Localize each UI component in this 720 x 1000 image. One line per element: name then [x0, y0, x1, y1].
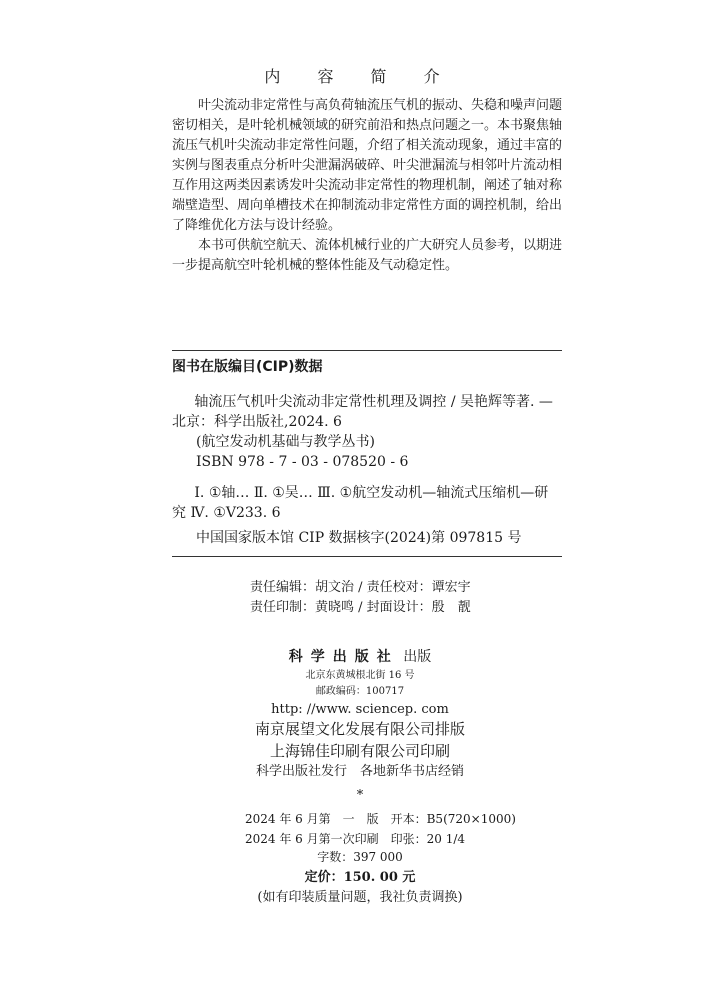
- printer-line: 上海锦佳印刷有限公司印刷: [269, 742, 450, 760]
- cip-isbn: ISBN 978 - 7 - 03 - 078520 - 6: [196, 454, 409, 470]
- cip-title-line: 轴流压气机叶尖流动非定常性机理及调控 / 吴艳辉等著. —北京：科学出版社,2024. 6: [172, 394, 553, 430]
- typesetter-line: 南京展望文化发展有限公司排版: [254, 720, 465, 738]
- cip-heading: 图书在版编目(CIP)数据: [172, 359, 323, 375]
- cip-bottom-rule: [172, 556, 562, 557]
- printing-line: 2024 年 6 月第一次印刷 印张：20 1/4: [245, 832, 466, 846]
- publisher-postcode: 邮政编码：100717: [315, 686, 405, 697]
- cip-classification: Ⅰ. ①轴… Ⅱ. ①吴… Ⅲ. ①航空发动机—轴流式压缩机—研究 Ⅳ. ①V233. 6: [172, 485, 549, 521]
- publisher-logo-name: 科学出版社: [288, 649, 399, 665]
- edition-line: 2024 年 6 月第 一 版 开本：B5(720×1000): [245, 812, 516, 826]
- publisher-line: [0, 646, 720, 666]
- publisher-website: http: //www. sciencep. com: [271, 702, 449, 717]
- separator-star: *: [356, 788, 364, 803]
- cip-top-rule: [172, 350, 562, 351]
- publisher-suffix: 出版: [403, 649, 432, 665]
- quality-notice: (如有印装质量问题，我社负责调换): [257, 890, 463, 905]
- cip-series: (航空发动机基础与教学丛书): [196, 434, 375, 450]
- price: 定价：150. 00 元: [304, 870, 416, 885]
- credits-production: 责任印制：黄晓鸣 / 封面设计：殷 靓: [250, 600, 471, 615]
- summary-title: 内 容 简 介: [264, 67, 456, 86]
- summary-paragraph-1: 叶尖流动非定常性与高负荷轴流压气机的振动、失稳和噪声问题密切相关，是叶轮机械领域的研究前沿和热点问题之一。本书聚焦轴流压气机叶尖流动非定常性问题，介绍了相关流动现象，通过丰富的实例与图表重点分析叶尖泄漏涡破碎、叶尖泄漏流与相邻叶片流动相互作用这两类因素诱发叶尖流动非定常性的物理机制，阐述了轴对称端壁造型、周向单槽技术在抑制流动非定常性方面的调控机制，给出了降维优化方法与设计经验。: [172, 98, 563, 233]
- summary-paragraph-2: 本书可供航空航天、流体机械行业的广大研究人员参考，以期进一步提高航空叶轮机械的整体性能及气动稳定性。: [172, 238, 563, 273]
- credits-editors: 责任编辑：胡文治 / 责任校对：谭宏宇: [250, 580, 471, 595]
- word-count: 字数：397 000: [317, 850, 403, 864]
- publisher-address: 北京东黄城根北街 16 号: [305, 670, 415, 681]
- distribution-line: 科学出版社发行 各地新华书店经销: [255, 764, 464, 779]
- cip-record-number: 中国国家版本馆 CIP 数据核字(2024)第 097815 号: [196, 530, 522, 546]
- summary-text: [172, 96, 562, 276]
